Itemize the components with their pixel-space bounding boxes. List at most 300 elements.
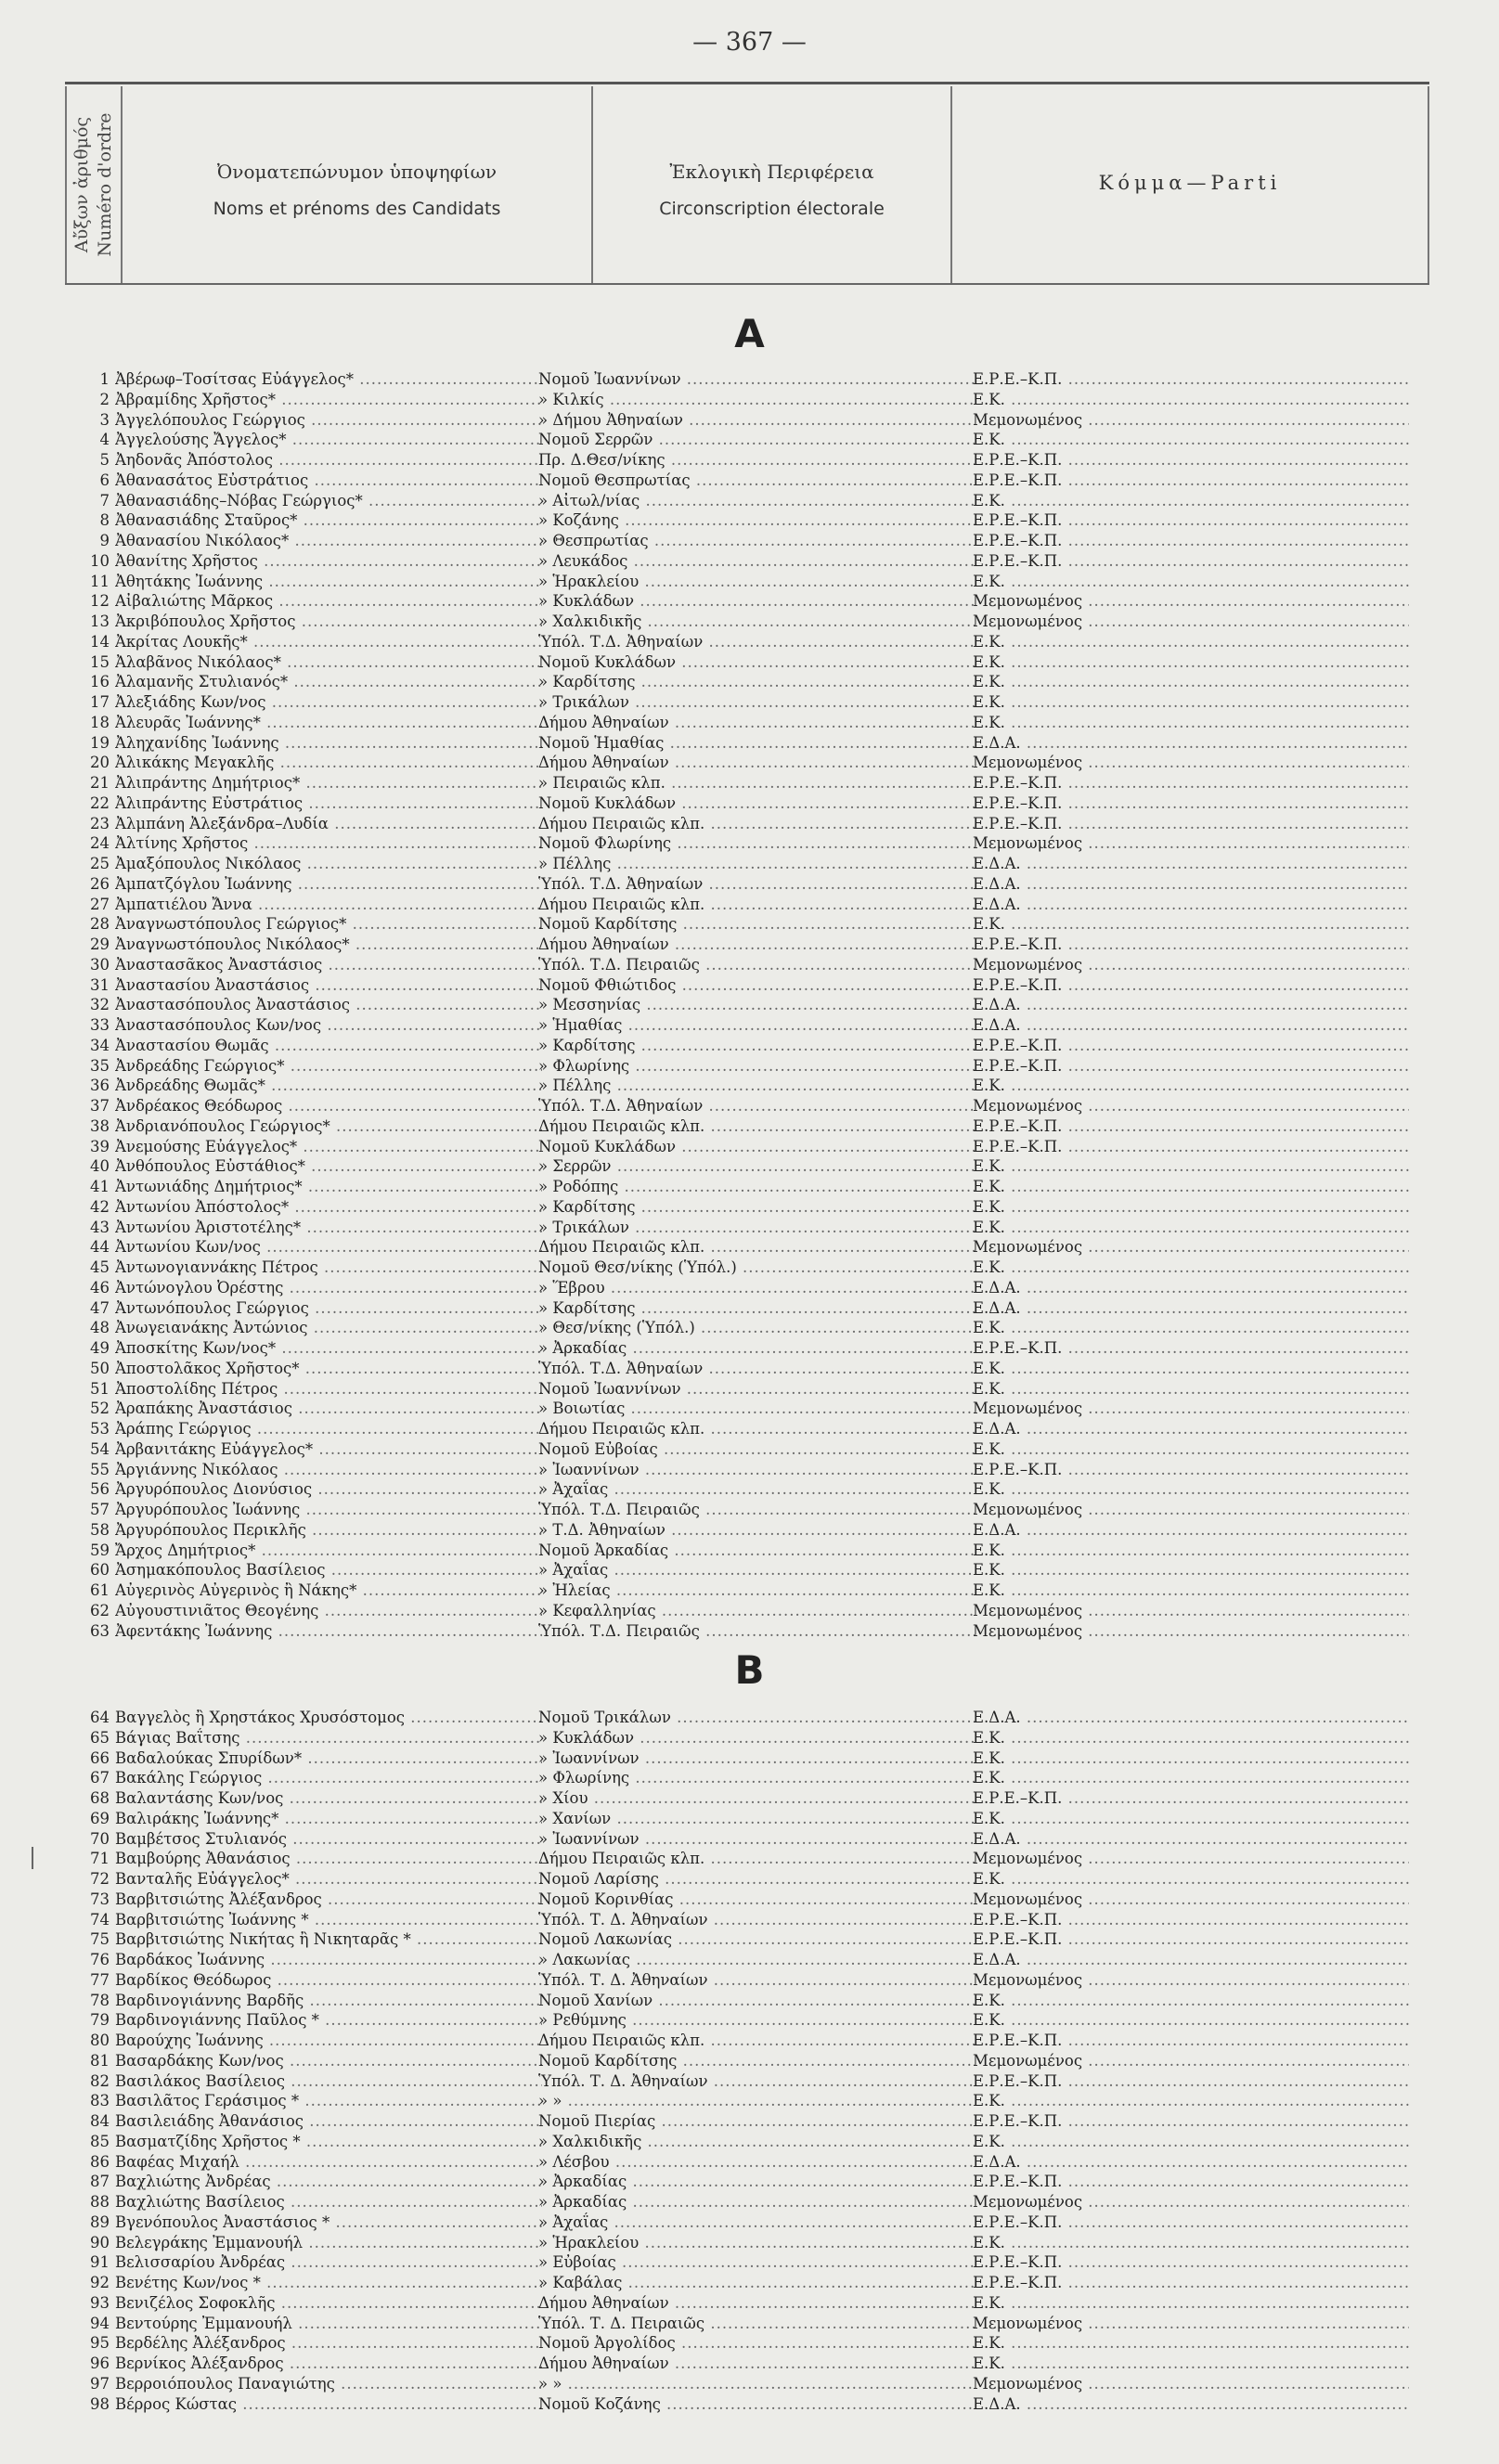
entry-name: Βασιλάκος Βασίλειος ..... bbox=[115, 2071, 542, 2092]
list-item bbox=[0, 833, 1499, 854]
entry-party: Ε.Κ. ..... bbox=[973, 1580, 1409, 1601]
list-item bbox=[0, 1076, 1499, 1096]
list-item bbox=[0, 510, 1499, 531]
entry-circ: » Χίου ..... bbox=[538, 1788, 975, 1809]
entry-party: Ε.Ρ.Ε.–Κ.Π. ..... bbox=[973, 1460, 1409, 1480]
entry-circ: Πρ. Δ.Θεσ/νίκης ..... bbox=[538, 450, 975, 471]
entry-name: Ἀράπης Γεώργιος ..... bbox=[115, 1419, 542, 1439]
entry-name: Βασαρδάκης Κων/νος ..... bbox=[115, 2051, 542, 2071]
entry-num: 94 bbox=[90, 2314, 110, 2332]
entry-num: 47 bbox=[90, 1298, 110, 1317]
entry-party: Ε.Κ. ..... bbox=[973, 1991, 1409, 2011]
entry-circ: » Καβάλας ..... bbox=[538, 2273, 975, 2293]
entry-party: Ε.Ρ.Ε.–Κ.Π. ..... bbox=[973, 531, 1409, 551]
entry-party: Ε.Κ. ..... bbox=[973, 1869, 1409, 1890]
entry-num: 62 bbox=[90, 1601, 110, 1619]
entry-name: Ἀθανίτης Χρῆστος ..... bbox=[115, 551, 542, 572]
entry-party: Ε.Δ.Α. ..... bbox=[973, 1520, 1409, 1541]
entry-circ: » Καρδίτσης ..... bbox=[538, 1298, 975, 1319]
entry-party: Μεμονωμένος ..... bbox=[973, 753, 1409, 773]
entry-party: Ε.Κ. ..... bbox=[973, 2091, 1409, 2111]
entry-circ: Δήμου Ἀθηναίων ..... bbox=[538, 2354, 975, 2374]
entry-party: Ε.Κ. ..... bbox=[973, 1258, 1409, 1278]
header-name-greek: Ὀνοματεπώνυμον ὑποψηφίων bbox=[216, 161, 498, 183]
entry-num: 27 bbox=[90, 895, 110, 913]
entry-circ: » Ἰωαννίνων ..... bbox=[538, 1829, 975, 1850]
entry-party: Ε.Κ. ..... bbox=[973, 914, 1409, 935]
entry-circ: Νομοῦ Ἰωαννίνων ..... bbox=[538, 1379, 975, 1400]
entry-name: Βανταλῆς Εὐάγγελος* ..... bbox=[115, 1869, 542, 1890]
entry-name: Ἀποσκίτης Κων/νος* ..... bbox=[115, 1338, 542, 1359]
entry-circ: » Ἀρκαδίας ..... bbox=[538, 2172, 975, 2192]
entry-name: Ἀληχανίδης Ἰωάννης ..... bbox=[115, 733, 542, 754]
entry-circ: » Θεσ/νίκης (Ὑπόλ.) ..... bbox=[538, 1318, 975, 1338]
entry-circ: » Ροδόπης ..... bbox=[538, 1177, 975, 1197]
entry-num: 48 bbox=[90, 1319, 110, 1337]
entry-party: Μεμονωμένος ..... bbox=[973, 2051, 1409, 2071]
entry-name: Ἀντωνόπουλος Γεώργιος ..... bbox=[115, 1298, 542, 1319]
entry-party: Μεμονωμένος ..... bbox=[973, 1621, 1409, 1642]
margin-mark bbox=[32, 1847, 33, 1869]
entry-circ: » Καρδίτσης ..... bbox=[538, 1197, 975, 1218]
list-item bbox=[0, 1338, 1499, 1359]
entry-circ: Νομοῦ Λαρίσης ..... bbox=[538, 1869, 975, 1890]
entry-circ: Δήμου Ἀθηναίων ..... bbox=[538, 713, 975, 733]
entry-circ: Ὑπόλ. Τ.Δ. Ἀθηναίων ..... bbox=[538, 632, 975, 652]
entry-party: Ε.Δ.Α. ..... bbox=[973, 2152, 1409, 2173]
entry-party: Ε.Ρ.Ε.–Κ.Π. ..... bbox=[973, 1116, 1409, 1137]
entry-name: Ἀνδρεάδης Γεώργιος* ..... bbox=[115, 1056, 542, 1077]
entry-circ: Νομοῦ Κυκλάδων ..... bbox=[538, 1137, 975, 1157]
entry-num: 78 bbox=[90, 1991, 110, 2009]
entry-circ: Νομοῦ Κυκλάδων ..... bbox=[538, 793, 975, 814]
list-item bbox=[0, 1520, 1499, 1541]
entry-party: Ε.Κ. ..... bbox=[973, 1728, 1409, 1748]
entry-name: Ἀβραμίδης Χρῆστος* ..... bbox=[115, 390, 542, 410]
entry-name: Βελισσαρίου Ἀνδρέας ..... bbox=[115, 2252, 542, 2273]
entry-circ: » Εὐβοίας ..... bbox=[538, 2252, 975, 2273]
entry-circ: Νομοῦ Εὐβοίας ..... bbox=[538, 1439, 975, 1460]
entry-party: Μεμονωμένος ..... bbox=[973, 1500, 1409, 1520]
entry-circ: Ὑπόλ. Τ.Δ. Ἀθηναίων ..... bbox=[538, 1096, 975, 1116]
entry-circ: Νομοῦ Ἀρκαδίας ..... bbox=[538, 1541, 975, 1561]
entry-party: Ε.Κ. ..... bbox=[973, 2233, 1409, 2253]
entry-num: 12 bbox=[90, 592, 110, 611]
entry-circ: Ὑπόλ. Τ. Δ. Πειραιῶς ..... bbox=[538, 2314, 975, 2334]
entry-party: Ε.Κ. ..... bbox=[973, 1768, 1409, 1788]
entry-name: Ἀργυρόπουλος Περικλῆς ..... bbox=[115, 1520, 542, 1541]
entry-party: Ε.Δ.Α. ..... bbox=[973, 995, 1409, 1015]
entry-name: Ἀλαβᾶνος Νικόλαος* ..... bbox=[115, 652, 542, 673]
entry-num: 71 bbox=[90, 1850, 110, 1868]
list-item bbox=[0, 1439, 1499, 1460]
entry-circ: » Καρδίτσης ..... bbox=[538, 1036, 975, 1056]
list-item bbox=[0, 1379, 1499, 1400]
entry-circ: » Πέλλης ..... bbox=[538, 1076, 975, 1096]
list-item bbox=[0, 1970, 1499, 1991]
entry-num: 75 bbox=[90, 1930, 110, 1949]
entry-name: Βερνίκος Ἀλέξανδρος ..... bbox=[115, 2354, 542, 2374]
entry-party: Ε.Ρ.Ε.–Κ.Π. ..... bbox=[973, 2273, 1409, 2293]
entry-circ: » Ρεθύμνης ..... bbox=[538, 2010, 975, 2031]
entry-name: Ἀργυρόπουλος Ἰωάννης ..... bbox=[115, 1500, 542, 1520]
entry-num: 7 bbox=[99, 491, 110, 510]
list-item bbox=[0, 753, 1499, 773]
entry-num: 87 bbox=[90, 2173, 110, 2191]
entry-party: Ε.Ρ.Ε.–Κ.Π. ..... bbox=[973, 471, 1409, 491]
entry-name: Ἀλιπράντης Εὐστράτιος ..... bbox=[115, 793, 542, 814]
entry-name: Αὐγερινὸς Αὐγερινὸς ἢ Νάκης* ..... bbox=[115, 1580, 542, 1601]
entry-num: 73 bbox=[90, 1890, 110, 1908]
list-item bbox=[0, 551, 1499, 572]
header-party-column bbox=[950, 86, 1429, 283]
list-item bbox=[0, 369, 1499, 390]
entry-name: Βασιλᾶτος Γεράσιμος * ..... bbox=[115, 2091, 542, 2111]
entry-party: Ε.Δ.Α. ..... bbox=[973, 1950, 1409, 1970]
entry-num: 84 bbox=[90, 2112, 110, 2130]
list-item bbox=[0, 1768, 1499, 1788]
list-item bbox=[0, 1318, 1499, 1338]
entry-party: Ε.Ρ.Ε.–Κ.Π. ..... bbox=[973, 2111, 1409, 2132]
entry-num: 36 bbox=[90, 1077, 110, 1095]
entry-num: 54 bbox=[90, 1439, 110, 1458]
list-item bbox=[0, 1419, 1499, 1439]
entry-name: Βαμβούρης Ἀθανάσιος ..... bbox=[115, 1849, 542, 1869]
entry-num: 74 bbox=[90, 1910, 110, 1929]
list-item bbox=[0, 2293, 1499, 2314]
list-item bbox=[0, 2374, 1499, 2394]
entry-circ: » Ἀρκαδίας ..... bbox=[538, 2192, 975, 2212]
entry-party: Ε.Κ. ..... bbox=[973, 572, 1409, 592]
entry-name: Ἀναστασόπουλος Κων/νος ..... bbox=[115, 1015, 542, 1036]
entry-party: Μεμονωμένος ..... bbox=[973, 1890, 1409, 1910]
entry-party: Ε.Δ.Α. ..... bbox=[973, 733, 1409, 754]
entry-num: 11 bbox=[90, 572, 110, 590]
entry-name: Ἀντώνογλου Ὀρέστης ..... bbox=[115, 1278, 542, 1298]
entry-party: Ε.Κ. ..... bbox=[973, 2333, 1409, 2354]
entry-circ: Νομοῦ Ἰωαννίνων ..... bbox=[538, 369, 975, 390]
list-item bbox=[0, 1116, 1499, 1137]
entry-name: Βαρβιτσιώτης Ἰωάννης * ..... bbox=[115, 1910, 542, 1930]
entry-num: 5 bbox=[99, 451, 110, 469]
entry-num: 2 bbox=[99, 390, 110, 408]
header-name-column bbox=[121, 86, 591, 283]
section-letter-b: Β bbox=[734, 1647, 765, 1693]
entry-num: 65 bbox=[90, 1728, 110, 1747]
list-item bbox=[0, 531, 1499, 551]
entry-name: Βαρδίκος Θεόδωρος ..... bbox=[115, 1970, 542, 1991]
entry-circ: » Ἀχαΐας ..... bbox=[538, 2212, 975, 2233]
entry-party: Ε.Ρ.Ε.–Κ.Π. ..... bbox=[973, 1929, 1409, 1950]
entry-party: Ε.Κ. ..... bbox=[973, 713, 1409, 733]
entry-circ: Νομοῦ Ἡμαθίας ..... bbox=[538, 733, 975, 754]
list-item bbox=[0, 1748, 1499, 1769]
list-item bbox=[0, 2333, 1499, 2354]
list-item bbox=[0, 914, 1499, 935]
entry-num: 57 bbox=[90, 1501, 110, 1518]
header-number-french: Numéro d'ordre bbox=[95, 112, 115, 257]
list-item bbox=[0, 2071, 1499, 2092]
list-item bbox=[0, 1849, 1499, 1869]
entry-circ: Ὑπόλ. Τ.Δ. Ἀθηναίων ..... bbox=[538, 874, 975, 895]
entry-party: Ε.Κ. ..... bbox=[973, 1177, 1409, 1197]
list-item bbox=[0, 572, 1499, 592]
entry-name: Ἄρχος Δημήτριος* ..... bbox=[115, 1541, 542, 1561]
header-circ-greek: Ἐκλογικὴ Περιφέρεια bbox=[669, 161, 874, 183]
entry-name: Βέρρος Κώστας ..... bbox=[115, 2394, 542, 2415]
entry-party: Ε.Δ.Α. ..... bbox=[973, 1015, 1409, 1036]
entry-num: 79 bbox=[90, 2011, 110, 2030]
entry-num: 69 bbox=[90, 1809, 110, 1827]
list-item bbox=[0, 2031, 1499, 2051]
entry-party: Ε.Κ. ..... bbox=[973, 692, 1409, 713]
entry-num: 59 bbox=[90, 1541, 110, 1559]
entry-num: 34 bbox=[90, 1036, 110, 1054]
list-item bbox=[0, 450, 1499, 471]
entry-circ: Νομοῦ Λακωνίας ..... bbox=[538, 1929, 975, 1950]
entry-party: Ε.Κ. ..... bbox=[973, 632, 1409, 652]
entry-name: Βαρβιτσιώτης Νικήτας ἢ Νικηταρᾶς * ..... bbox=[115, 1929, 542, 1950]
entry-circ: » Αἰτωλ/νίας ..... bbox=[538, 491, 975, 511]
list-item bbox=[0, 1560, 1499, 1580]
entry-name: Ἀναγνωστόπουλος Γεώργιος* ..... bbox=[115, 914, 542, 935]
list-item bbox=[0, 874, 1499, 895]
entry-num: 19 bbox=[90, 733, 110, 752]
list-item bbox=[0, 1156, 1499, 1177]
entry-circ: » Τρικάλων ..... bbox=[538, 1218, 975, 1238]
entry-circ: » Τ.Δ. Ἀθηναίων ..... bbox=[538, 1520, 975, 1541]
list-item bbox=[0, 995, 1499, 1015]
list-item bbox=[0, 854, 1499, 874]
entry-num: 14 bbox=[90, 632, 110, 651]
list-item bbox=[0, 814, 1499, 834]
entry-num: 67 bbox=[90, 1769, 110, 1787]
entry-num: 76 bbox=[90, 1951, 110, 1968]
entry-circ: » Χανίων ..... bbox=[538, 1809, 975, 1829]
list-item bbox=[0, 955, 1499, 975]
entry-party: Ε.Ρ.Ε.–Κ.Π. ..... bbox=[973, 2031, 1409, 2051]
list-item bbox=[0, 2132, 1499, 2152]
list-item bbox=[0, 672, 1499, 692]
entry-party: Ε.Ρ.Ε.–Κ.Π. ..... bbox=[973, 2071, 1409, 2092]
list-item bbox=[0, 1708, 1499, 1728]
entry-party: Ε.Δ.Α. ..... bbox=[973, 1278, 1409, 1298]
entry-num: 24 bbox=[90, 834, 110, 853]
entry-name: Ἀνδρέακος Θεόδωρος ..... bbox=[115, 1096, 542, 1116]
entry-circ: Νομοῦ Σερρῶν ..... bbox=[538, 430, 975, 450]
list-item bbox=[0, 2111, 1499, 2132]
entry-name: Ἀλικάκης Μεγακλῆς ..... bbox=[115, 753, 542, 773]
entry-circ: » Τρικάλων ..... bbox=[538, 692, 975, 713]
entry-party: Μεμονωμένος ..... bbox=[973, 2314, 1409, 2334]
list-item bbox=[0, 2010, 1499, 2031]
entry-circ: » Θεσπρωτίας ..... bbox=[538, 531, 975, 551]
entry-name: Ἀθανασιάδης Σταῦρος* ..... bbox=[115, 510, 542, 531]
entry-party: Ε.Ρ.Ε.–Κ.Π. ..... bbox=[973, 510, 1409, 531]
entry-name: Βαγγελὸς ἢ Χρηστάκος Χρυσόστομος ..... bbox=[115, 1708, 542, 1728]
entry-circ: Νομοῦ Φλωρίνης ..... bbox=[538, 833, 975, 854]
entry-circ: Δήμου Ἀθηναίων ..... bbox=[538, 935, 975, 955]
entry-name: Ἀντωνιάδης Δημήτριος* ..... bbox=[115, 1177, 542, 1197]
entry-num: 96 bbox=[90, 2354, 110, 2372]
entry-circ: » Κεφαλληνίας ..... bbox=[538, 1601, 975, 1621]
list-item bbox=[0, 1890, 1499, 1910]
entry-num: 91 bbox=[90, 2253, 110, 2272]
entry-name: Ἀθανασιάδης–Νόβας Γεώργιος* ..... bbox=[115, 491, 542, 511]
entry-num: 30 bbox=[90, 955, 110, 974]
entry-num: 58 bbox=[90, 1520, 110, 1539]
entry-name: Ἀθανασάτος Εὐστράτιος ..... bbox=[115, 471, 542, 491]
entry-name: Βαχλιώτης Ἀνδρέας ..... bbox=[115, 2172, 542, 2192]
list-item bbox=[0, 2394, 1499, 2415]
entry-party: Ε.Κ. ..... bbox=[973, 1379, 1409, 1400]
entry-num: 46 bbox=[90, 1278, 110, 1297]
list-item bbox=[0, 1910, 1499, 1930]
entry-name: Βαρδινογιάννης Παῦλος * ..... bbox=[115, 2010, 542, 2031]
entry-name: Ἀντωνογιαννάκης Πέτρος ..... bbox=[115, 1258, 542, 1278]
entry-name: Βαλιράκης Ἰωάννης* ..... bbox=[115, 1809, 542, 1829]
entry-num: 80 bbox=[90, 2032, 110, 2049]
entry-circ: » Λέσβου ..... bbox=[538, 2152, 975, 2173]
entry-num: 16 bbox=[90, 673, 110, 691]
list-item bbox=[0, 1580, 1499, 1601]
entry-circ: Νομοῦ Πιερίας ..... bbox=[538, 2111, 975, 2132]
list-item bbox=[0, 2192, 1499, 2212]
entry-party: Ε.Κ. ..... bbox=[973, 1541, 1409, 1561]
entry-num: 3 bbox=[99, 410, 110, 429]
entry-num: 18 bbox=[90, 713, 110, 731]
entry-circ: » Μεσσηνίας ..... bbox=[538, 995, 975, 1015]
entry-circ: » Ἡρακλείου ..... bbox=[538, 572, 975, 592]
header-name-french: Noms et prénoms des Candidats bbox=[213, 199, 501, 219]
entry-num: 9 bbox=[99, 532, 110, 549]
entry-name: Ἀντωνίου Κων/νος ..... bbox=[115, 1237, 542, 1258]
entry-name: Βερδέλης Ἀλέξανδρος ..... bbox=[115, 2333, 542, 2354]
list-item bbox=[0, 1788, 1499, 1809]
entry-party: Ε.Δ.Α. ..... bbox=[973, 1708, 1409, 1728]
entry-circ: Νομοῦ Τρικάλων ..... bbox=[538, 1708, 975, 1728]
list-item bbox=[0, 733, 1499, 754]
list-item bbox=[0, 1460, 1499, 1480]
entry-party: Μεμονωμένος ..... bbox=[973, 955, 1409, 975]
list-item bbox=[0, 1359, 1499, 1379]
entry-name: Ἀρβανιτάκης Εὐάγγελος* ..... bbox=[115, 1439, 542, 1460]
entry-party: Ε.Ρ.Ε.–Κ.Π. ..... bbox=[973, 369, 1409, 390]
list-item bbox=[0, 1237, 1499, 1258]
entry-name: Βαρδάκος Ἰωάννης ..... bbox=[115, 1950, 542, 1970]
entry-party: Ε.Κ. ..... bbox=[973, 1156, 1409, 1177]
list-item bbox=[0, 692, 1499, 713]
entry-name: Ἀναστασᾶκος Ἀναστάσιος ..... bbox=[115, 955, 542, 975]
entry-num: 1 bbox=[99, 370, 110, 388]
list-item bbox=[0, 1278, 1499, 1298]
entry-num: 23 bbox=[90, 814, 110, 832]
list-item bbox=[0, 1137, 1499, 1157]
entry-num: 45 bbox=[90, 1258, 110, 1276]
entry-circ: Νομοῦ Χανίων ..... bbox=[538, 1991, 975, 2011]
entry-num: 43 bbox=[90, 1218, 110, 1236]
entry-circ: » Κυκλάδων ..... bbox=[538, 591, 975, 612]
entry-party: Ε.Κ. ..... bbox=[973, 1560, 1409, 1580]
entry-num: 32 bbox=[90, 996, 110, 1014]
list-item bbox=[0, 1015, 1499, 1036]
entry-circ: Ὑπόλ. Τ. Δ. Ἀθηναίων ..... bbox=[538, 1970, 975, 1991]
entry-num: 63 bbox=[90, 1621, 110, 1640]
entry-circ: » Σερρῶν ..... bbox=[538, 1156, 975, 1177]
entry-num: 97 bbox=[90, 2374, 110, 2393]
entry-circ: » Χαλκιδικῆς ..... bbox=[538, 2132, 975, 2152]
entry-party: Ε.Ρ.Ε.–Κ.Π. ..... bbox=[973, 2212, 1409, 2233]
entry-party: Ε.Κ. ..... bbox=[973, 2010, 1409, 2031]
entry-name: Βενιζέλος Σοφοκλῆς ..... bbox=[115, 2293, 542, 2314]
list-item bbox=[0, 410, 1499, 431]
entry-party: Ε.Δ.Α. ..... bbox=[973, 1298, 1409, 1319]
list-item bbox=[0, 1258, 1499, 1278]
list-item bbox=[0, 2051, 1499, 2071]
entry-name: Ἀνθόπουλος Εὐστάθιος* ..... bbox=[115, 1156, 542, 1177]
list-item bbox=[0, 1197, 1499, 1218]
entry-num: 90 bbox=[90, 2233, 110, 2251]
entry-circ: Δήμου Πειραιῶς κλπ. ..... bbox=[538, 1237, 975, 1258]
entry-party: Ε.Ρ.Ε.–Κ.Π. ..... bbox=[973, 1036, 1409, 1056]
entry-party: Ε.Ρ.Ε.–Κ.Π. ..... bbox=[973, 1137, 1409, 1157]
entry-party: Ε.Κ. ..... bbox=[973, 1359, 1409, 1379]
entry-circ: » Ἀρκαδίας ..... bbox=[538, 1338, 975, 1359]
entry-circ: » Πέλλης ..... bbox=[538, 854, 975, 874]
entry-party: Ε.Ρ.Ε.–Κ.Π. ..... bbox=[973, 793, 1409, 814]
entry-circ: Νομοῦ Ἀργολίδος ..... bbox=[538, 2333, 975, 2354]
list-item bbox=[0, 1056, 1499, 1077]
entry-num: 85 bbox=[90, 2132, 110, 2150]
entry-num: 88 bbox=[90, 2193, 110, 2211]
entry-name: Ἀθανασίου Νικόλαος* ..... bbox=[115, 531, 542, 551]
entry-name: Ἀκρίτας Λουκῆς* ..... bbox=[115, 632, 542, 652]
entry-name: Βερροιόπουλος Παναγιώτης ..... bbox=[115, 2374, 542, 2394]
list-item bbox=[0, 2273, 1499, 2293]
entry-name: Ἀλιπράντης Δημήτριος* ..... bbox=[115, 773, 542, 793]
list-item bbox=[0, 2252, 1499, 2273]
header-party-label: Κόμμα—Parti bbox=[1098, 172, 1282, 194]
entry-party: Ε.Κ. ..... bbox=[973, 1809, 1409, 1829]
entry-party: Ε.Κ. ..... bbox=[973, 430, 1409, 450]
list-item bbox=[0, 935, 1499, 955]
entry-circ: » Ἡμαθίας ..... bbox=[538, 1015, 975, 1036]
entry-party: Ε.Κ. ..... bbox=[973, 1479, 1409, 1500]
entry-party: Ε.Κ. ..... bbox=[973, 2293, 1409, 2314]
list-item bbox=[0, 2091, 1499, 2111]
entry-circ: Δήμου Πειραιῶς κλπ. ..... bbox=[538, 1849, 975, 1869]
header-number-greek: Αὔξων ἀριθμός bbox=[71, 116, 92, 253]
entry-name: Ἀναγνωστόπουλος Νικόλαος* ..... bbox=[115, 935, 542, 955]
list-item bbox=[0, 793, 1499, 814]
entry-num: 21 bbox=[90, 774, 110, 792]
entry-name: Ἀγγελόπουλος Γεώργιος ..... bbox=[115, 410, 542, 431]
list-item bbox=[0, 2172, 1499, 2192]
entry-num: 22 bbox=[90, 793, 110, 812]
entry-party: Ε.Κ. ..... bbox=[973, 2132, 1409, 2152]
header-circ-french: Circonscription électorale bbox=[659, 199, 885, 219]
entry-num: 35 bbox=[90, 1056, 110, 1075]
entry-num: 38 bbox=[90, 1116, 110, 1135]
entry-circ: » » ..... bbox=[538, 2091, 975, 2111]
entry-party: Μεμονωμένος ..... bbox=[973, 833, 1409, 854]
entry-circ: Νομοῦ Κορινθίας ..... bbox=[538, 1890, 975, 1910]
entry-num: 86 bbox=[90, 2152, 110, 2171]
entry-name: Βενέτης Κων/νος * ..... bbox=[115, 2273, 542, 2293]
entry-party: Ε.Κ. ..... bbox=[973, 1218, 1409, 1238]
entry-name: Ἀμπατζόγλου Ἰωάννης ..... bbox=[115, 874, 542, 895]
entry-circ: Νομοῦ Θεσπρωτίας ..... bbox=[538, 471, 975, 491]
